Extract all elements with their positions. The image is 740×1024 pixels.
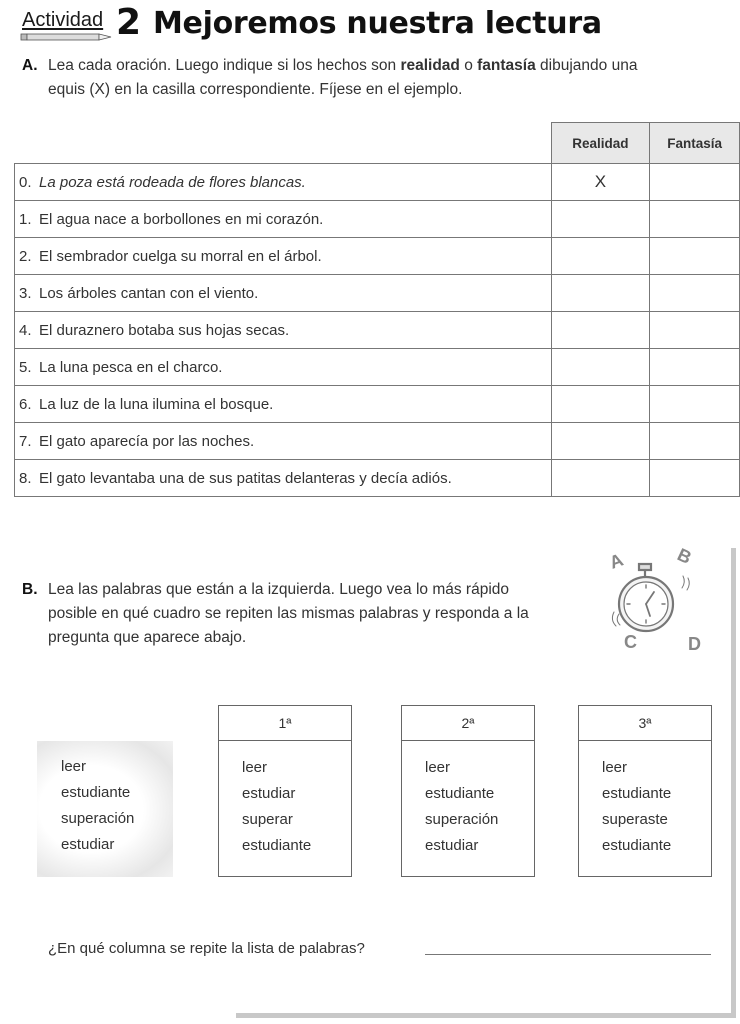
section-a-letter: A. bbox=[22, 57, 38, 74]
sentence-cell: 1. El agua nace a borbollones en mi corazón. bbox=[15, 201, 552, 238]
fantasia-checkbox-cell[interactable] bbox=[650, 460, 740, 497]
table-header-row bbox=[15, 123, 740, 164]
activity-label: Actividad bbox=[22, 9, 104, 31]
table-row bbox=[15, 275, 740, 312]
instruction-text: pregunta que aparece abajo. bbox=[48, 629, 247, 646]
column-word: estudiar bbox=[242, 785, 296, 802]
pencil-icon bbox=[20, 33, 112, 41]
realidad-checkbox-cell[interactable] bbox=[551, 201, 650, 238]
question-text: ¿En qué columna se repite la lista de palabras? bbox=[48, 940, 365, 957]
fantasia-checkbox-cell[interactable] bbox=[650, 164, 740, 201]
fantasia-checkbox-cell[interactable] bbox=[650, 386, 740, 423]
instruction-text: posible en qué cuadro se repiten las mismas palabras y responda a la bbox=[48, 605, 529, 622]
realidad-checkbox-cell[interactable] bbox=[551, 423, 650, 460]
table-row bbox=[15, 238, 740, 275]
column-word: estudiante bbox=[602, 785, 672, 802]
column-word: leer bbox=[602, 759, 628, 776]
realidad-checkbox-cell[interactable] bbox=[551, 312, 650, 349]
column-label: 3ª bbox=[579, 706, 711, 741]
reality-fantasy-table bbox=[14, 122, 740, 497]
page-shadow-bottom bbox=[236, 1013, 736, 1018]
column-word: superar bbox=[242, 811, 293, 828]
sentence-cell: 3. Los árboles cantan con el viento. bbox=[15, 275, 552, 312]
column-word: superación bbox=[425, 811, 499, 828]
reference-word: leer bbox=[61, 758, 87, 775]
section-b-letter: B. bbox=[22, 581, 38, 598]
sentence-cell: 2. El sembrador cuelga su morral en el árbol. bbox=[15, 238, 552, 275]
column-label: 1ª bbox=[219, 706, 351, 741]
realidad-checkbox-cell[interactable] bbox=[551, 386, 650, 423]
table-row bbox=[15, 460, 740, 497]
word-column-2 bbox=[401, 705, 535, 877]
column-word: estudiante bbox=[602, 837, 672, 854]
word-column-1 bbox=[218, 705, 352, 877]
fantasia-checkbox-cell[interactable] bbox=[650, 349, 740, 386]
instruction-text: o bbox=[459, 57, 478, 74]
fantasia-checkbox-cell[interactable] bbox=[650, 201, 740, 238]
stopwatch-icon bbox=[600, 540, 720, 660]
section-a-instructions bbox=[22, 54, 738, 102]
instruction-text: equis (X) en la casilla correspondiente. Fíjese en el ejemplo. bbox=[48, 81, 463, 98]
table-row bbox=[15, 164, 740, 201]
realidad-checkbox-cell[interactable] bbox=[551, 349, 650, 386]
column-header-fantasia: Fantasía bbox=[650, 123, 740, 164]
word-column-3 bbox=[578, 705, 712, 877]
column-word: leer bbox=[242, 759, 268, 776]
reference-word: estudiante bbox=[61, 784, 131, 801]
reference-word: estudiar bbox=[61, 836, 115, 853]
letter-d: D bbox=[688, 634, 701, 654]
page-title: Mejoremos nuestra lectura bbox=[153, 6, 602, 41]
letter-b: B bbox=[674, 544, 695, 569]
fantasia-checkbox-cell[interactable] bbox=[650, 312, 740, 349]
table-row bbox=[15, 201, 740, 238]
table-row bbox=[15, 312, 740, 349]
instruction-text: Lea las palabras que están a la izquierda. Luego vea lo más rápido bbox=[48, 581, 510, 598]
page-shadow-right bbox=[731, 548, 736, 1018]
sentence-cell: 4. El duraznero botaba sus hojas secas. bbox=[15, 312, 552, 349]
realidad-checkbox-cell[interactable] bbox=[551, 238, 650, 275]
sentence-cell: 6. La luz de la luna ilumina el bosque. bbox=[15, 386, 552, 423]
instruction-bold-realidad: realidad bbox=[400, 57, 460, 74]
sentence-cell: 5. La luna pesca en el charco. bbox=[15, 349, 552, 386]
column-word: leer bbox=[425, 759, 451, 776]
column-word: estudiante bbox=[425, 785, 495, 802]
fantasia-checkbox-cell[interactable] bbox=[650, 423, 740, 460]
column-word: superaste bbox=[602, 811, 668, 828]
realidad-checkbox-cell[interactable] bbox=[551, 460, 650, 497]
column-header-realidad: Realidad bbox=[551, 123, 650, 164]
instruction-bold-fantasia: fantasía bbox=[477, 57, 536, 74]
reference-word-list bbox=[37, 741, 173, 877]
realidad-checkbox-cell[interactable] bbox=[551, 275, 650, 312]
column-word: estudiante bbox=[242, 837, 312, 854]
letter-a: A bbox=[606, 549, 626, 573]
sentence-cell: 0. La poza está rodeada de flores blancas. bbox=[15, 164, 552, 201]
section-b-instructions bbox=[22, 578, 602, 650]
realidad-checkbox-cell[interactable]: X bbox=[551, 164, 650, 201]
answer-blank[interactable] bbox=[425, 954, 711, 955]
sentence-cell: 8. El gato levantaba una de sus patitas delanteras y decía adiós. bbox=[15, 460, 552, 497]
fantasia-checkbox-cell[interactable] bbox=[650, 238, 740, 275]
table-row bbox=[15, 386, 740, 423]
table-row bbox=[15, 423, 740, 460]
sentence-cell: 7. El gato aparecía por las noches. bbox=[15, 423, 552, 460]
activity-number: 2 bbox=[116, 2, 142, 43]
column-word: estudiar bbox=[425, 837, 479, 854]
instruction-text: dibujando una bbox=[535, 57, 638, 74]
instruction-text: Lea cada oración. Luego indique si los hechos son bbox=[48, 57, 401, 74]
column-label: 2ª bbox=[402, 706, 534, 741]
fantasia-checkbox-cell[interactable] bbox=[650, 275, 740, 312]
reference-word: superación bbox=[61, 810, 135, 827]
table-row bbox=[15, 349, 740, 386]
letter-c: C bbox=[624, 632, 637, 652]
